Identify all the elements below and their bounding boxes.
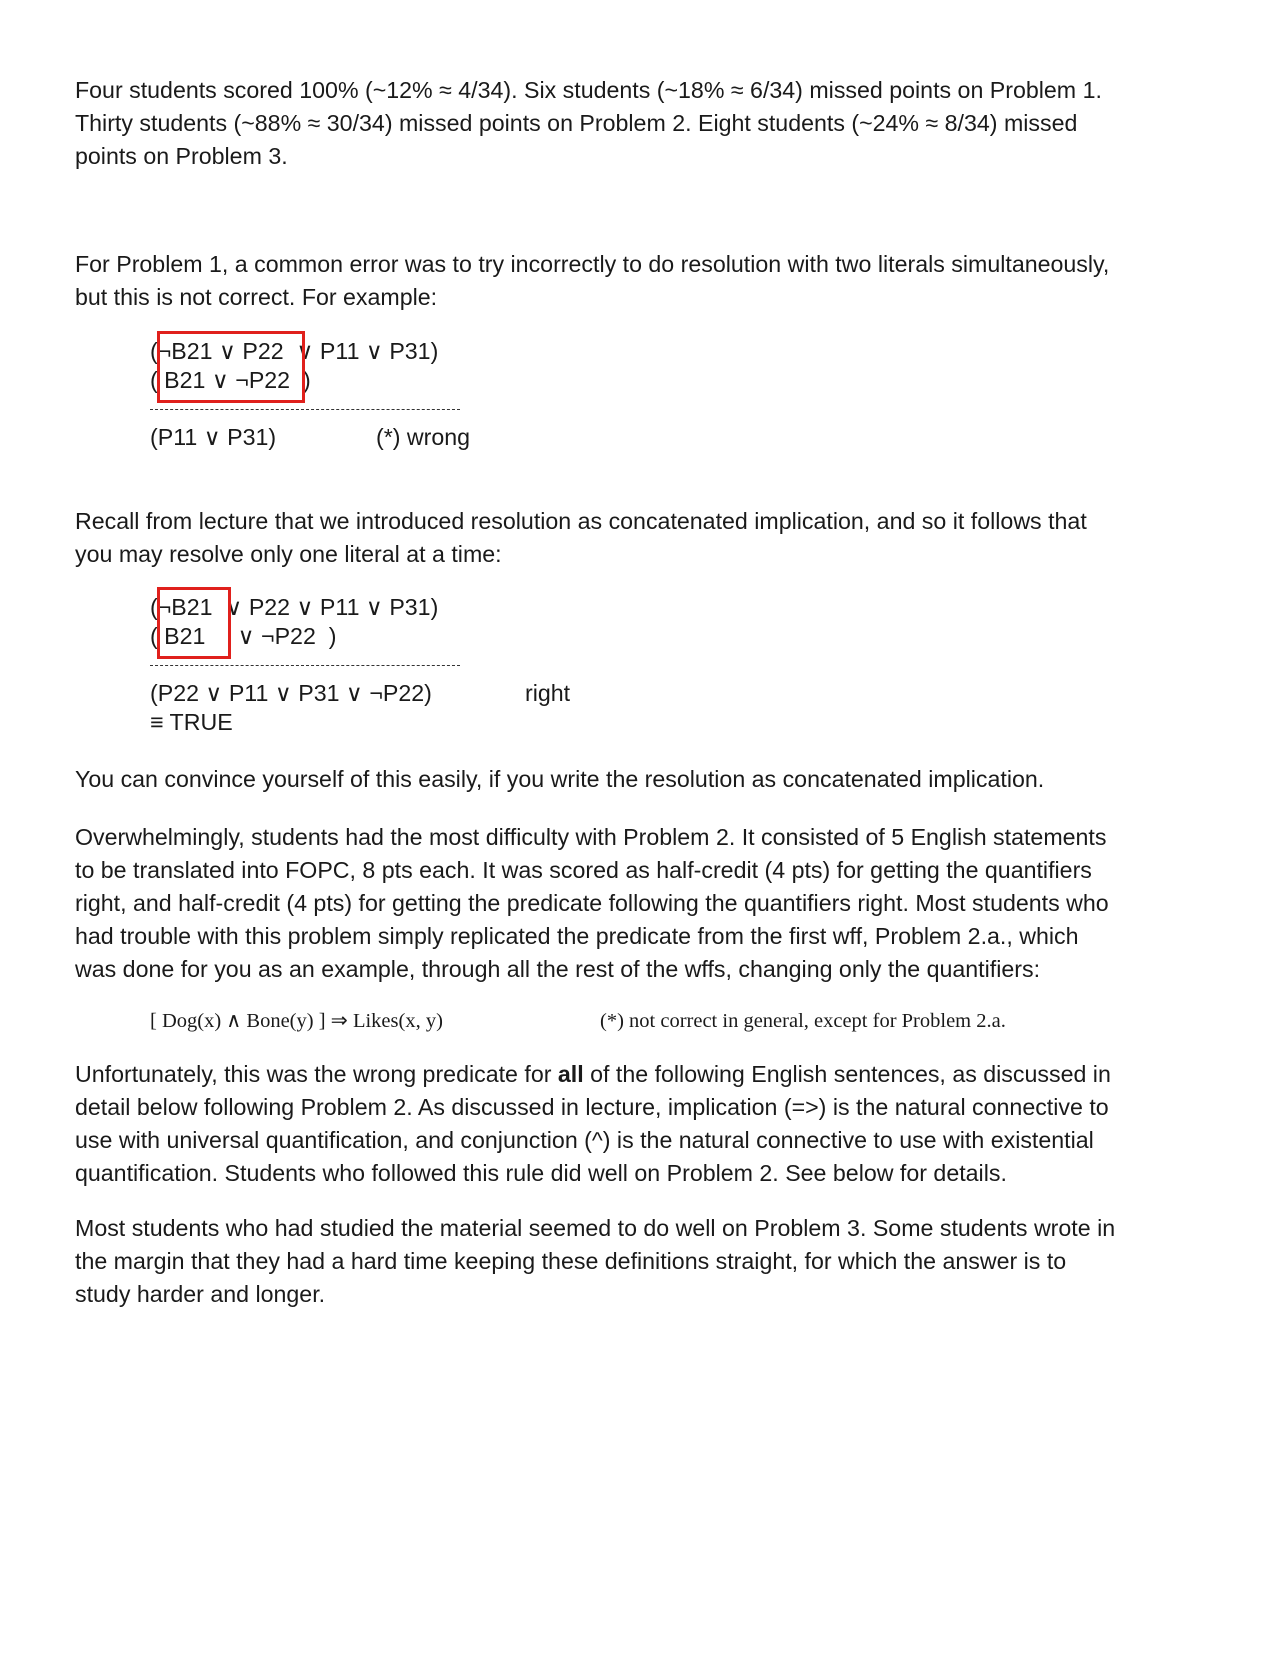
recall-paragraph [75,505,1210,571]
resolvent: (P11 ∨ P31) [150,424,277,450]
convince-paragraph [75,763,1210,796]
text-line: to be translated into FOPC, 8 pts each. It was scored as half-credit (4 pts) for getting the quantifiers [75,857,1092,883]
text-line: For Problem 1, a common error was to try incorrectly to do resolution with two literals simultaneously, [75,251,1110,277]
verdict-label: (*) wrong [376,424,471,450]
text-line: use with universal quantification, and conjunction (^) is the natural connective to use with existential [75,1127,1094,1153]
problem3-paragraph [75,1212,1210,1311]
text-line: Thirty students (~88% ≈ 30/34) missed points on Problem 2. Eight students (~24% ≈ 8/34) missed [75,110,1078,136]
text-line: the margin that they had a hard time keeping these definitions straight, for which the answer is to [75,1248,1067,1274]
text-line: Four students scored 100% (~12% ≈ 4/34). Six students (~18% ≈ 6/34) missed points on Problem 1. [75,77,1102,103]
highlight-box [157,587,231,659]
predicate-paragraph [75,1058,1210,1190]
text-line: Most students who had studied the material seemed to do well on Problem 3. Some students wrote in [75,1215,1116,1241]
clause-1: (¬B21 ∨ P22 ∨ P11 ∨ P31) [150,594,439,620]
text-line: detail below following Problem 2. As discussed in lecture, implication (=>) is the natural connective to [75,1094,1109,1120]
clause-2: ( B21 ∨ ¬P22 ) [150,623,337,649]
text-line: right, and half-credit (4 pts) for getting the predicate following the quantifiers right. Most students who [75,890,1109,916]
clause-1: (¬B21 ∨ P22 ∨ P11 ∨ P31) [150,338,439,364]
problem1-error-paragraph [75,248,1210,314]
text-line [75,1058,1210,1091]
text-segment: of the following English sentences, as discussed in [583,1061,1111,1087]
text-line: was done for you as an example, through all the rest of the wffs, changing only the quantifiers: [75,956,1041,982]
text-line: you may resolve only one literal at a time: [75,541,502,567]
wff-formula: [ Dog(x) ∧ Bone(y) ] ⇒ Likes(x, y) [150,1010,443,1032]
score-summary-paragraph [75,74,1210,173]
text-line: had trouble with this problem simply replicated the predicate from the first wff, Problem 2.a., which [75,923,1079,949]
emphasis-all: all [557,1061,584,1087]
wff-note: (*) not correct in general, except for Problem 2.a. [600,1010,1006,1032]
text-line: Overwhelmingly, students had the most difficulty with Problem 2. It consisted of 5 English statements [75,824,1107,850]
resolvent: (P22 ∨ P11 ∨ P31 ∨ ¬P22) [150,680,432,706]
text-line: but this is not correct. For example: [75,284,438,310]
text-segment: Unfortunately, this was the wrong predicate for [75,1061,558,1087]
separator-line [150,665,460,666]
separator-line [150,409,460,410]
text-line: You can convince yourself of this easily, if you write the resolution as concatenated implication. [75,766,1045,792]
text-line: quantification. Students who followed this rule did well on Problem 2. See below for details. [75,1160,1007,1186]
resolvent-simplified: ≡ TRUE [150,709,233,735]
text-line: study harder and longer. [75,1281,326,1307]
clause-2: ( B21 ∨ ¬P22 ) [150,367,311,393]
text-line: points on Problem 3. [75,143,288,169]
verdict-label: right [525,680,571,706]
text-line: Recall from lecture that we introduced resolution as concatenated implication, and so it follows that [75,508,1087,534]
highlight-box [157,331,305,403]
problem2-paragraph [75,821,1210,986]
